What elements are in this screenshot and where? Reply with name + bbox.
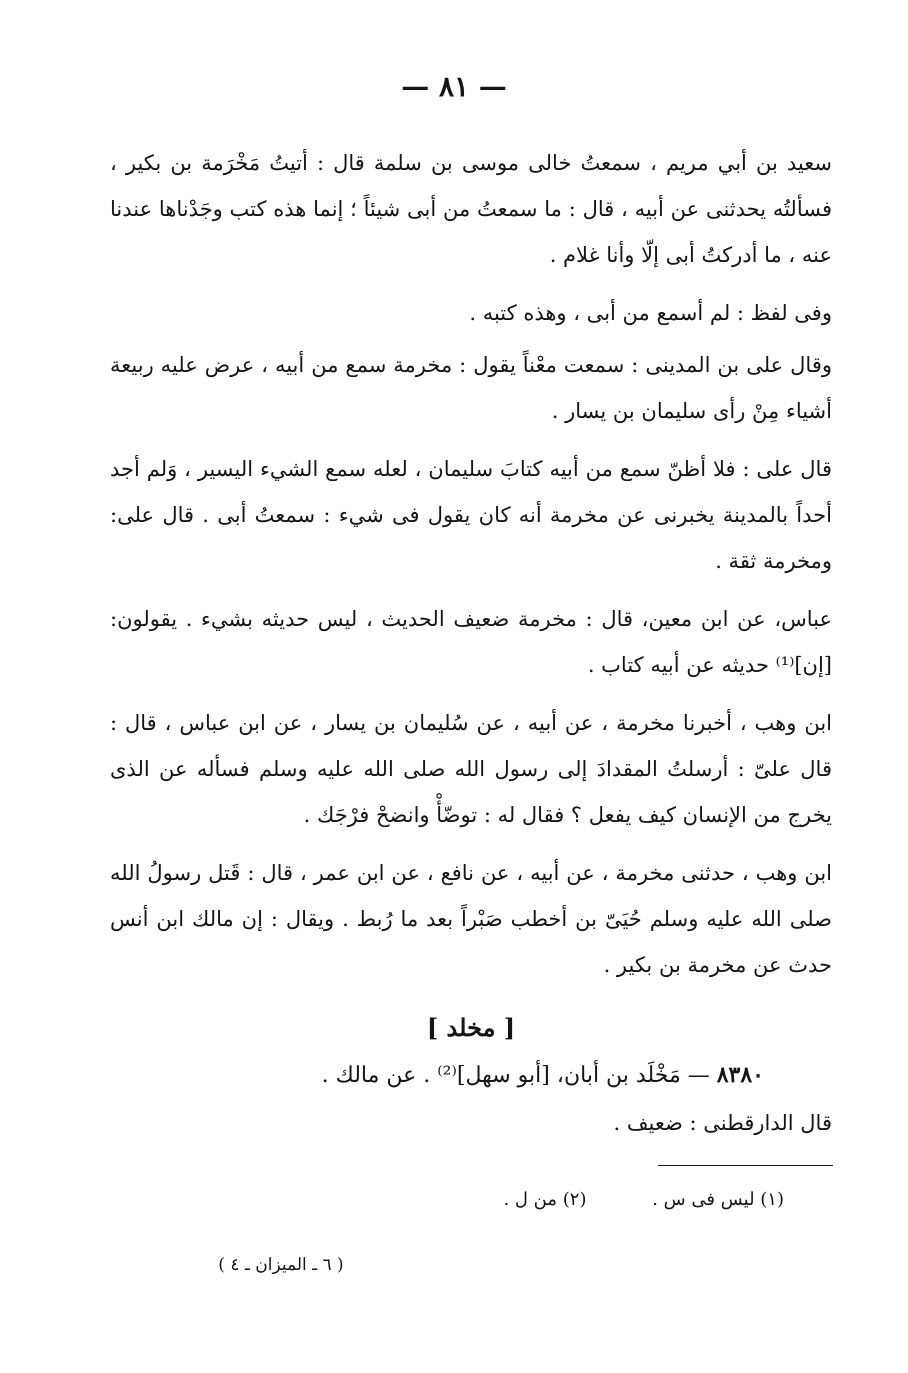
paragraph: وفى لفظ : لم أسمع من أبى ، وهذه كتبه .: [469, 301, 832, 325]
footnote: (١) ليس فى س .: [652, 1189, 784, 1210]
section-heading: [ مخلد ]: [426, 1013, 516, 1042]
entry-section: [110, 1005, 832, 1146]
entry-text: — مَخْلَد بن أبان، [أبو سهل]⁽²⁾ . عن مالك .: [321, 1063, 710, 1088]
paragraph: ابن وهب ، حدثنى مخرمة ، عن أبيه ، عن نافع ، عن ابن عمر ، قال : قَتل رسولُ الله صلى الله عليه وسلم حُيَىّ بن أخطب صَبْراً بعد ما رُبط . ويقال : إن مالك ابن أنس حدث عن مخرمة بن بكير .: [110, 861, 832, 977]
paragraph: ابن وهب ، أخبرنا مخرمة ، عن أبيه ، عن سُليمان بن يسار ، عن ابن عباس ، قال : قال علىّ : أرسلتُ المقدادَ إلى رسول الله صلى الله عليه وسلم فسأله عن الذى يخرج من الإنسان كيف يفعل ؟ فقال له : توضّأْ وانضحْ فرْجَك .: [110, 711, 832, 827]
entry-number: ٨٣٨٠: [716, 1062, 764, 1088]
footnotes: [110, 1185, 784, 1215]
main-text: [110, 140, 832, 1000]
paragraph: عباس، عن ابن معين، قال : مخرمة ضعيف الحديث ، ليس حديثه بشيء . يقولون: [إن]⁽¹⁾ حديثه عن أبيه كتاب .: [110, 607, 832, 677]
signature-mark: ( ٦ ـ الميزان ـ ٤ ): [218, 1255, 344, 1275]
footnote: (٢) من ل .: [503, 1189, 587, 1210]
paragraph: سعيد بن أبي مريم ، سمعتُ خالى موسى بن سلمة قال : أتيتُ مَخْرَمة بن بكير ، فسألتُه يحدثنى عن أبيه ، قال : ما سمعتُ من أبى شيئاً ؛ إنما هذه كتب وجَدْناها عندنا عنه ، ما أدركتُ أبى إلّا وأنا غلام .: [110, 151, 832, 267]
entry-quality: قال الدارقطنى : ضعيف .: [613, 1111, 832, 1135]
paragraph: قال على : فلا أظنّ سمع من أبيه كتابَ سليمان ، لعله سمع الشيء اليسير ، وَلم أجد أحداً بالمدينة يخبرنى عن مخرمة أنه كان يقول فى شيء : سمعتُ أبى . قال على: ومخرمة ثقة .: [110, 457, 832, 573]
entry-line: [110, 1051, 832, 1100]
paragraph: وقال على بن المدينى : سمعت معْناً يقول : مخرمة سمع من أبيه ، عرض عليه ربيعة أشياء مِنْ رأى سليمان بن يسار .: [110, 353, 832, 423]
page-number: — ٨١ —: [401, 70, 507, 103]
footnote-divider: [658, 1165, 833, 1166]
